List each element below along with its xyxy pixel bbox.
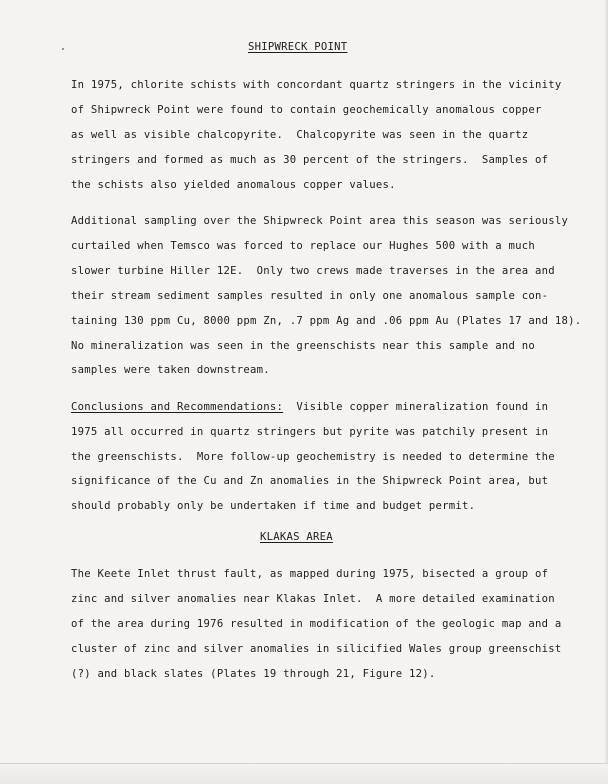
paragraph-line: of Shipwreck Point were found to contain geochemically anomalous copper <box>71 104 542 116</box>
paragraph-line: taining 130 ppm Cu, 8000 ppm Zn, .7 ppm Ag and .06 ppm Au (Plates 17 and 18). <box>71 315 582 327</box>
paragraph-line: samples were taken downstream. <box>71 364 270 376</box>
paragraph-line: stringers and formed as much as 30 percent of the stringers. Samples of <box>71 154 549 166</box>
section-heading-shipwreck-point: SHIPWRECK POINT <box>248 41 348 53</box>
paragraph-line: 1975 all occurred in quartz stringers but pyrite was patchily present in <box>71 426 549 438</box>
paragraph-line: their stream sediment samples resulted in only one anomalous sample con- <box>71 290 549 302</box>
paragraph-line: slower turbine Hiller 12E. Only two crews made traverses in the area and <box>71 265 555 277</box>
paragraph-line: the schists also yielded anomalous copper values. <box>71 179 396 191</box>
scan-bottom-edge <box>0 763 608 784</box>
conclusions-first-line <box>71 401 548 414</box>
scan-right-edge <box>604 0 608 784</box>
paragraph-line: significance of the Cu and Zn anomalies in the Shipwreck Point area, but <box>71 475 549 487</box>
paragraph-line: as well as visible chalcopyrite. Chalcopyrite was seen in the quartz <box>71 129 529 141</box>
section-heading-klakas-area: KLAKAS AREA <box>260 531 333 543</box>
paragraph-line: of the area during 1976 resulted in modification of the geologic map and a <box>71 618 562 630</box>
paragraph-line: Additional sampling over the Shipwreck Point area this season was seriously <box>71 215 569 227</box>
paragraph-line: the greenschists. More follow-up geochemistry is needed to determine the <box>71 451 555 463</box>
paragraph-line: In 1975, chlorite schists with concordant quartz stringers in the vicinity <box>71 79 562 91</box>
paragraph-line: (?) and black slates (Plates 19 through 21, Figure 12). <box>71 668 436 680</box>
speck-mark <box>62 48 64 50</box>
paragraph-line: The Keete Inlet thrust fault, as mapped during 1975, bisected a group of <box>71 568 549 580</box>
conclusions-text: Visible copper mineralization found in <box>283 401 549 413</box>
paragraph-line: cluster of zinc and silver anomalies in silicified Wales group greenschist <box>71 643 562 655</box>
conclusions-label: Conclusions and Recommendations: <box>71 401 284 413</box>
paragraph-line: No mineralization was seen in the greenschists near this sample and no <box>71 340 535 352</box>
paragraph-line: should probably only be undertaken if time and budget permit. <box>71 500 476 512</box>
paragraph-line: zinc and silver anomalies near Klakas Inlet. A more detailed examination <box>71 593 555 605</box>
paragraph-line: curtailed when Temsco was forced to replace our Hughes 500 with a much <box>71 240 535 252</box>
